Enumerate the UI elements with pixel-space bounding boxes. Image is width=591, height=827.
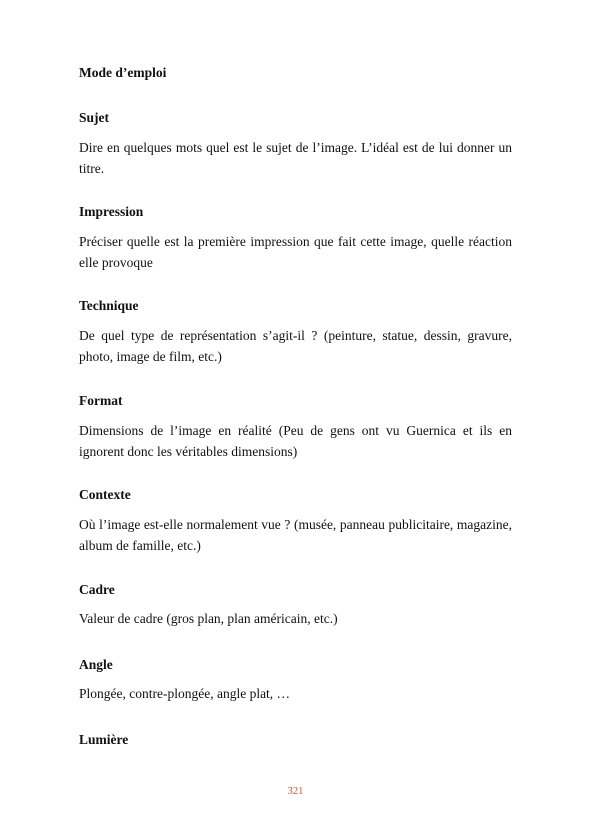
document-title: Mode d’emploi <box>79 65 167 80</box>
page-number: 321 <box>287 786 304 797</box>
section-text-angle: Plongée, contre-plongée, angle plat, … <box>79 686 291 701</box>
document-page <box>79 0 512 827</box>
section-heading-impression: Impression <box>79 204 144 219</box>
section-text-sujet: Dire en quelques mots quel est le sujet de l’image. L’idéal est de lui donner un titre. <box>79 140 512 176</box>
section-heading-format: Format <box>79 393 123 408</box>
section-text-technique: De quel type de représentation s’agit-il ? (peinture, statue, dessin, gravure, photo, image de film, etc.) <box>79 328 512 364</box>
section-text-format: Dimensions de l’image en réalité (Peu de gens ont vu Guernica et ils en ignorent donc les véritables dimensions) <box>79 423 512 459</box>
section-text-impression: Préciser quelle est la première impression que fait cette image, quelle réaction elle provoque <box>79 234 512 270</box>
section-heading-lumiere: Lumière <box>79 732 129 747</box>
section-heading-cadre: Cadre <box>79 582 115 597</box>
section-text-cadre: Valeur de cadre (gros plan, plan américain, etc.) <box>79 611 338 626</box>
section-heading-angle: Angle <box>79 657 113 672</box>
section-text-contexte: Où l’image est-elle normalement vue ? (musée, panneau publicitaire, magazine, album de famille, etc.) <box>79 517 512 553</box>
section-heading-sujet: Sujet <box>79 110 109 125</box>
section-heading-technique: Technique <box>79 298 139 313</box>
section-heading-contexte: Contexte <box>79 487 131 502</box>
